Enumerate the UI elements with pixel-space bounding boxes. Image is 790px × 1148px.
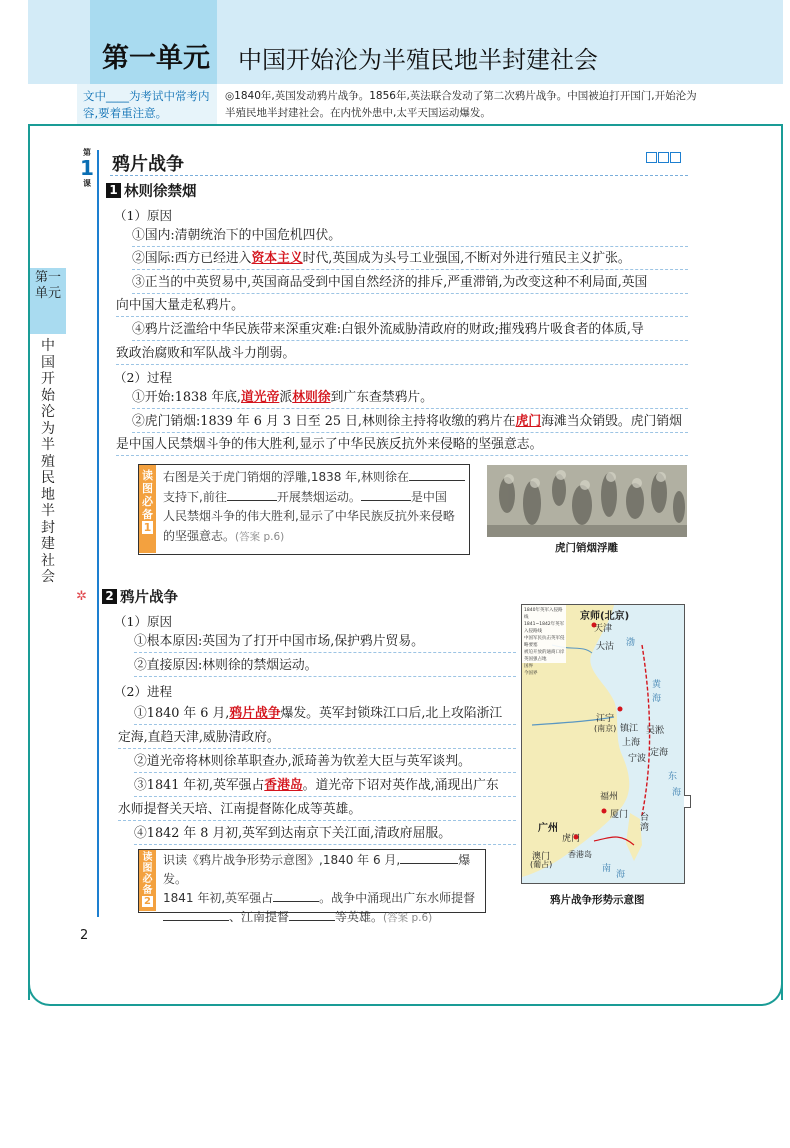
text-line: 向中国大量走私鸦片。	[116, 296, 688, 317]
text-line: ①1840 年 6 月,鸦片战争爆发。英军封锁珠江口后,北上攻陷浙江	[134, 704, 516, 725]
sea-label: 南	[602, 864, 612, 874]
side-tab-unit: 第一单元	[30, 268, 66, 334]
answer-ref: (答案 p.6)	[383, 912, 433, 924]
text-line: ①开始:1838 年底,道光帝派林则徐到广东查禁鸦片。	[132, 388, 688, 409]
text-line: ①根本原因:英国为了打开中国市场,保护鸦片贸易。	[134, 632, 516, 653]
lesson-tag: 第 1 课	[80, 148, 94, 188]
subheading-process: （2）过程	[114, 370, 172, 385]
content-rule	[97, 150, 99, 917]
relief-image	[487, 465, 687, 537]
map-caption: 鸦片战争形势示意图	[550, 894, 645, 906]
page-number: 2	[80, 928, 89, 943]
map-label: 镇江	[620, 724, 639, 734]
section-heading-2: 2 鸦片战争	[102, 586, 178, 607]
reading-box-1: 读图必备 1 右图是关于虎门销烟的浮雕,1838 年,林则徐在 支持下,前往 开展禁烟运动。 是中国 人民禁烟斗争的伟大胜利,显示了中华民族反抗外来侵略 的坚强意志。(答案 p.6)	[138, 464, 470, 555]
text-line: ③1841 年初,英军强占香港岛。道光帝下诏对英作战,涌现出广东	[134, 776, 516, 797]
map-label: 福州	[600, 792, 619, 802]
sea-label: 海	[672, 788, 682, 798]
map-label: 天津	[594, 624, 613, 634]
text-line: ③正当的中英贸易中,英国商品受到中国自然经济的排斥,严重滞销,为改变这种不利局面,英国	[132, 273, 688, 294]
reading-tag: 读图必备 2	[139, 850, 156, 911]
frame-bottom	[28, 960, 783, 1006]
keyword: 道光帝	[241, 390, 280, 405]
title-underline	[110, 175, 688, 176]
reading-tag: 读图必备 1	[139, 465, 156, 553]
map-label: (南京)	[594, 724, 617, 733]
map-label: 定海	[650, 748, 669, 758]
map-label: 吴淞	[646, 726, 665, 736]
text-line: ②国际:西方已经进入资本主义时代,英国成为头号工业强国,不断对外进行殖民主义扩张。	[132, 249, 688, 270]
frame-right	[781, 124, 783, 1000]
keyword: 香港岛	[264, 778, 303, 793]
keyword: 鸦片战争	[229, 706, 281, 721]
sea-label: 海	[652, 694, 662, 704]
map-label: 京师(北京)	[580, 611, 630, 622]
sea-label: 黄	[652, 680, 662, 690]
map-label: 宁波	[628, 754, 647, 764]
reading-box-2: 读图必备 2 识读《鸦片战争形势示意图》,1840 年 6 月, 爆发。 1841 年初,英军强占 。战争中涌现出广东水师提督 、江南提督 等英雄。(答案 p.6)	[138, 849, 486, 913]
text-line: ②道光帝将林则徐革职查办,派琦善为钦差大臣与英军谈判。	[134, 752, 516, 773]
sea-label: 渤	[626, 638, 636, 648]
map-edge-tab	[684, 795, 691, 808]
sea-label: 海	[616, 870, 626, 880]
text-line: 致政治腐败和军队战斗力削弱。	[116, 344, 688, 365]
map-label: 厦门	[610, 810, 629, 820]
review-checkboxes[interactable]	[646, 152, 681, 163]
subheading-process: （2）进程	[114, 684, 172, 699]
checkbox[interactable]	[658, 152, 669, 163]
keyword: 林则徐	[292, 390, 331, 405]
side-tab	[30, 268, 66, 585]
subheading-causes: （1）原因	[114, 614, 172, 629]
hint-note: 文中____为考试中常考内容,要着重注意。	[77, 84, 217, 124]
subheading-causes: （1）原因	[114, 208, 172, 223]
keyword: 虎门	[515, 414, 542, 429]
text-line: ②虎门销烟:1839 年 6 月 3 日至 25 日,林则徐主持将收缴的鸦片在虎门海滩当众销毁。虎门销烟	[132, 412, 688, 433]
text-line: ②直接原因:林则徐的禁烟运动。	[134, 656, 516, 677]
unit-label: 第一单元	[102, 43, 210, 74]
sea-label: 东	[668, 772, 678, 782]
side-tab-title: 中国开始沦为半殖民地半封建社会	[41, 338, 55, 585]
map-label: 大沽	[596, 642, 615, 652]
keyword: 资本主义	[251, 251, 303, 266]
unit-title: 中国开始沦为半殖民地半封建社会	[238, 46, 598, 74]
text-line: ④鸦片泛滥给中华民族带来深重灾难:白银外流威胁清政府的财政;摧残鸦片吸食者的体质,导	[132, 320, 688, 341]
map-label: 虎门	[562, 834, 581, 844]
section-heading-1: 1 林则徐禁烟	[106, 180, 197, 201]
text-line: ①国内:清朝统治下的中国危机四伏。	[132, 226, 688, 247]
war-situation-map	[521, 604, 685, 884]
map-label: 广州	[538, 823, 558, 834]
text-line: 水师提督关天培、江南提督陈化成等英雄。	[118, 800, 516, 821]
header-divider	[28, 124, 783, 126]
map-label: 江宁	[596, 714, 615, 724]
text-line: 是中国人民禁烟斗争的伟大胜利,显示了中华民族反抗外来侵略的坚强意志。	[116, 435, 688, 456]
map-legend: 1840年英军入侵路线 1841~1842年英军入侵路线 中国军民抗击英军侵略要塞 被迫开放的通商口岸 英国强占地 国界 今国界	[524, 608, 565, 676]
map-label: 台湾	[640, 813, 650, 833]
map-label: 香港岛	[568, 850, 592, 859]
text-line: 定海,直趋天津,威胁清政府。	[118, 728, 516, 749]
checkbox[interactable]	[670, 152, 681, 163]
map-label: 上海	[622, 738, 641, 748]
relief-caption: 虎门销烟浮雕	[555, 542, 618, 554]
unit-intro: ◎1840年,英国发动鸦片战争。1856年,英法联合发动了第二次鸦片战争。中国被迫打开国门,开始沦为 半殖民地半封建社会。在内忧外患中,太平天国运动爆发。	[225, 90, 697, 119]
lesson-title: 鸦片战争	[112, 154, 184, 175]
map-label: 澳门	[532, 852, 551, 862]
checkbox[interactable]	[646, 152, 657, 163]
important-mark-icon: ✲	[76, 589, 87, 604]
map-label: (葡占)	[530, 860, 553, 869]
answer-ref: (答案 p.6)	[235, 530, 285, 543]
text-line: ④1842 年 8 月初,英军到达南京下关江面,清政府屈服。	[134, 824, 516, 845]
